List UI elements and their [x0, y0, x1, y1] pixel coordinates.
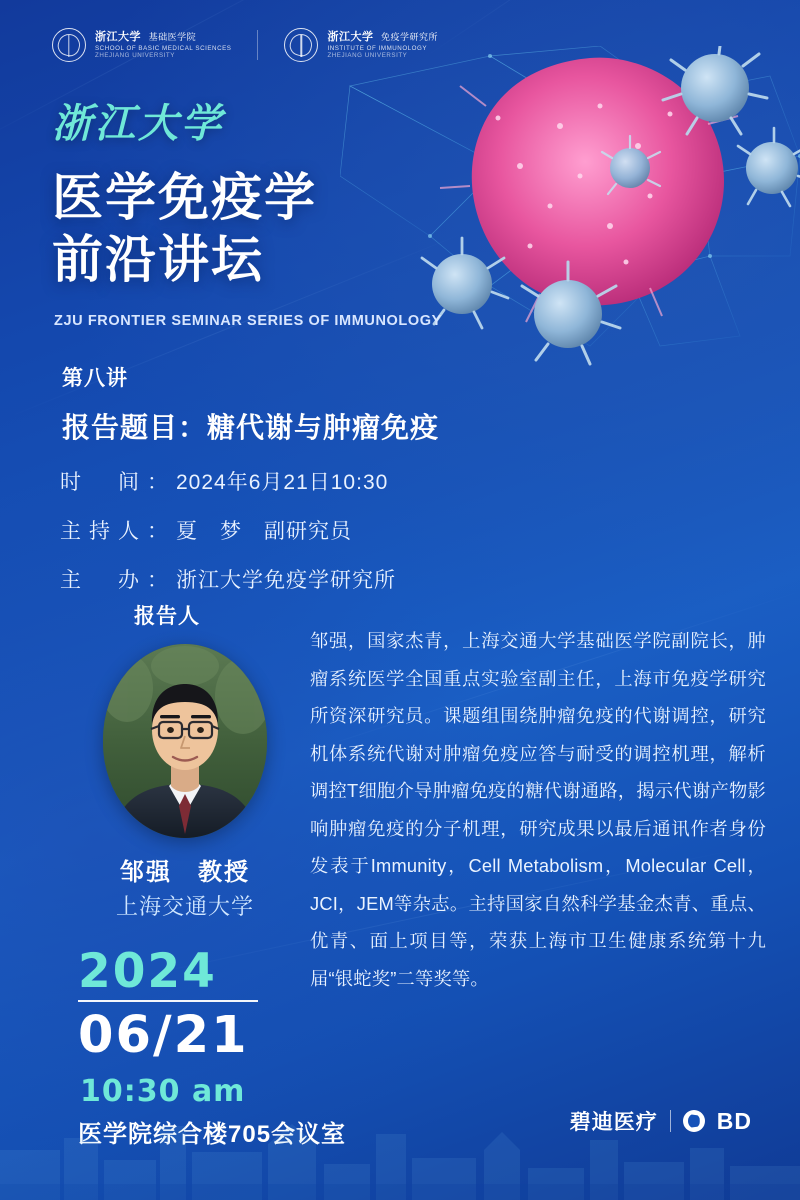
date-divider	[78, 1000, 258, 1002]
sponsor-name-en: BD	[716, 1107, 752, 1134]
meta-value-organizer: 浙江大学免疫学研究所	[176, 569, 396, 592]
meta-value-time: 2024年6月21日10:30	[176, 471, 389, 494]
meta-row-host	[60, 515, 396, 545]
city-skyline-silhouette	[0, 1080, 800, 1200]
header-logos	[52, 28, 438, 62]
logo-school-of-basic-medical-sciences	[52, 28, 231, 62]
main-title-line2: 前沿讲坛	[52, 231, 265, 291]
speaker-label: 报告人	[134, 605, 200, 628]
logo-divider	[257, 30, 258, 60]
logo2-cn-main: 浙江大学	[327, 30, 374, 43]
zju-seal-icon-2	[284, 28, 318, 62]
meta-key-host: 主持人：	[60, 520, 176, 543]
logo2-en-line1: INSTITUTE OF IMMUNOLOGY	[327, 45, 428, 53]
zju-seal-icon	[52, 28, 86, 62]
logo1-en-line1: SCHOOL OF BASIC MEDICAL SCIENCES	[95, 45, 232, 53]
meta-row-organizer	[60, 564, 396, 594]
meta-key-organizer: 主 办：	[60, 569, 176, 592]
poster-main-title	[52, 168, 317, 292]
lecture-number: 第八讲	[62, 367, 128, 390]
speaker-portrait	[103, 644, 267, 838]
event-year: 2024	[78, 944, 217, 999]
sponsor-name-cn: 碧迪医疗	[569, 1111, 658, 1134]
meta-list	[60, 466, 396, 613]
meta-key-time: 时 间：	[60, 471, 176, 494]
logo1-cn-sub: 基础医学院	[148, 31, 197, 42]
speaker-name: 邹强 教授	[120, 859, 250, 886]
speaker-organization: 上海交通大学	[115, 894, 254, 919]
logo1-cn-main: 浙江大学	[95, 30, 141, 43]
poster-english-title: ZJU FRONTIER SEMINAR SERIES OF IMMUNOLOGY	[54, 313, 442, 329]
lecture-topic: 报告题目：糖代谢与肿瘤免疫	[62, 412, 440, 443]
logo2-en-line2: ZHEJIANG UNIVERSITY	[327, 52, 408, 60]
meta-value-host: 夏 梦 副研究员	[176, 520, 352, 543]
main-title-line1: 医学免疫学	[52, 169, 318, 228]
meta-row-time	[60, 466, 396, 496]
speaker-bio: 邹强，国家杰青，上海交通大学基础医学院副院长，肿瘤系统医学全国重点实验室副主任，上海市免疫学研究所资深研究员。课题组围绕肿瘤免疫的代谢调控，研究机体系统代谢对肿瘤免疫应答与耐受的调控机理，解析调控T细胞介导肿瘤免疫的糖代谢通路，揭示代谢产物影响肿瘤免疫的分子机理，研究成果以最后通讯作者身份发表于Immunity，Cell Metabolism，Molecular Cell，JCI，JEM等杂志。主持国家自然科学基金杰青、重点、优青、面上项目等，荣获上海市卫生健康系统第十九届“银蛇奖”二等奖等。	[310, 630, 766, 989]
logo2-cn-sub: 免疫学研究所	[381, 31, 439, 42]
event-time: 10:30 am	[80, 1074, 246, 1109]
event-venue: 医学院综合楼705会议室	[78, 1121, 347, 1148]
logo-institute-of-immunology	[284, 28, 438, 62]
event-day: 06/21	[78, 1006, 249, 1065]
university-title: 浙江大学	[52, 101, 224, 147]
logo1-en-line2: ZHEJIANG UNIVERSITY	[95, 52, 175, 60]
